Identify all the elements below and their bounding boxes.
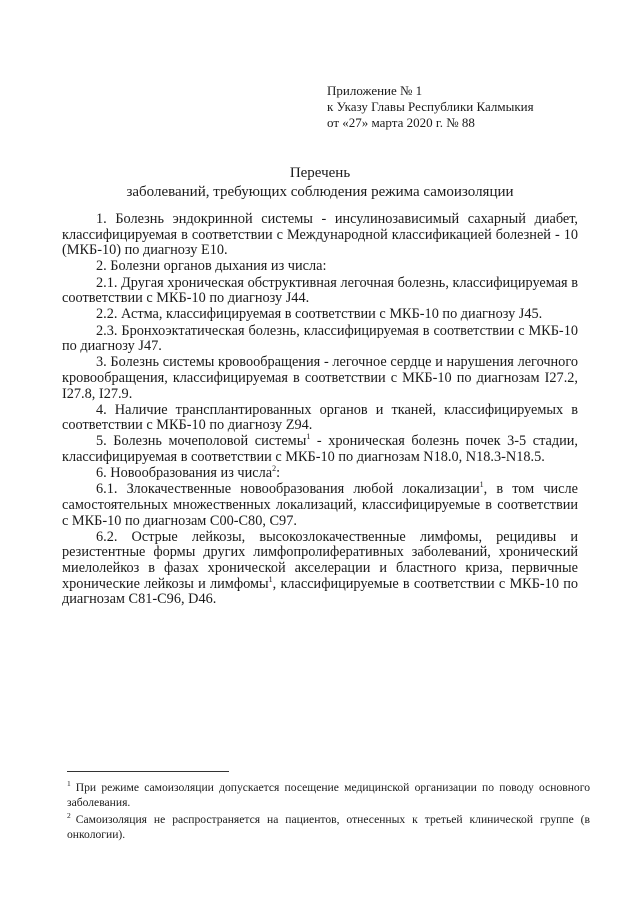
footnote-ref: 1 bbox=[306, 432, 311, 442]
footnote-2-mark: 2 bbox=[67, 811, 71, 820]
item-2: 2. Болезни органов дыхания из числа: bbox=[96, 258, 327, 275]
footnote-ref: 2 bbox=[272, 464, 277, 474]
footnotes bbox=[67, 780, 590, 844]
item-6-2 bbox=[62, 530, 578, 608]
item-2-3: 2.3. Бронхоэктатическая болезнь, классифицируемая в соответствии с МКБ-10 по диагнозу J47. bbox=[62, 322, 578, 355]
item-6-1-text-b: , в том числе самостоятельных множественных локализаций, классифицируемые в соответствии с МКБ-10 по диагнозам C00-C80, C97. bbox=[62, 481, 579, 529]
item-6-2-text-a: 6.2. Острые лейкозы, высокозлокачественные лимфомы, рецидивы и резистентные формы других лимфопролиферативных заболеваний, хронический миелолейкоз в фазах хронической акселерации и бластного криза, первичные хронические лейкозы и лимфомы bbox=[62, 528, 578, 592]
document-body bbox=[62, 212, 578, 608]
document-title bbox=[60, 164, 580, 202]
item-5-text-b: - хроническая болезнь почек 3-5 стадии, классифицируемая в соответствии с МКБ-10 по диагнозам N18.0, N18.3-N18.5. bbox=[62, 433, 578, 466]
item-6-text-a: 6. Новообразования из числа bbox=[96, 465, 273, 482]
item-2-1: 2.1. Другая хроническая обструктивная легочная болезнь, классифицируемая в соответствии с МКБ-10 по диагнозу J44. bbox=[62, 274, 578, 307]
footnote-1 bbox=[67, 780, 590, 810]
appendix-line-2: к Указу Главы Республики Калмыкия bbox=[327, 99, 534, 114]
footnote-ref: 1 bbox=[479, 480, 484, 490]
item-2-2: 2.2. Астма, классифицируемая в соответствии с МКБ-10 по диагнозу J45. bbox=[96, 306, 543, 323]
appendix-line-3: от «27» марта 2020 г. № 88 bbox=[327, 115, 475, 130]
title-line-1: Перечень bbox=[289, 165, 351, 181]
footnote-ref: 1 bbox=[268, 574, 273, 584]
footnote-2 bbox=[67, 812, 590, 842]
item-5-text-a: 5. Болезнь мочеполовой системы bbox=[96, 433, 307, 450]
item-6-1-text-a: 6.1. Злокачественные новообразования любой локализации bbox=[96, 481, 480, 498]
item-6-2-text-b: , классифицируемые в соответствии с МКБ-10 по диагнозам C81-C96, D46. bbox=[62, 575, 578, 608]
title-line-2: заболеваний, требующих соблюдения режима самоизоляции bbox=[126, 184, 514, 200]
appendix-header bbox=[327, 83, 617, 131]
item-4: 4. Наличие трансплантированных органов и тканей, классифицируемых в соответствии с МКБ-10 по диагнозу Z94. bbox=[62, 401, 578, 434]
footnote-divider bbox=[67, 771, 229, 772]
item-6-text-b: : bbox=[276, 465, 281, 482]
item-1: 1. Болезнь эндокринной системы - инсулинозависимый сахарный диабет, классифицируемая в соответствии с Международной классификацией болезней - 10 (МКБ-10) по диагнозу E10. bbox=[62, 211, 578, 259]
footnote-1-mark: 1 bbox=[67, 779, 71, 788]
item-5 bbox=[62, 434, 578, 465]
item-3: 3. Болезнь системы кровообращения - легочное сердце и нарушения легочного кровообращения, классифицируемая в соответствии с МКБ-10 по диагнозам I27.2, I27.8, I27.9. bbox=[62, 354, 578, 402]
item-6 bbox=[62, 466, 578, 482]
footnote-2-text: Самоизоляция не распространяется на пациентов, отнесенных к третьей клинической группе (в онкологии). bbox=[67, 813, 590, 841]
appendix-line-1: Приложение № 1 bbox=[327, 83, 423, 98]
item-6-1 bbox=[62, 482, 578, 529]
footnote-1-text: При режиме самоизоляции допускается посещение медицинской организации по поводу основного заболевания. bbox=[67, 781, 590, 809]
